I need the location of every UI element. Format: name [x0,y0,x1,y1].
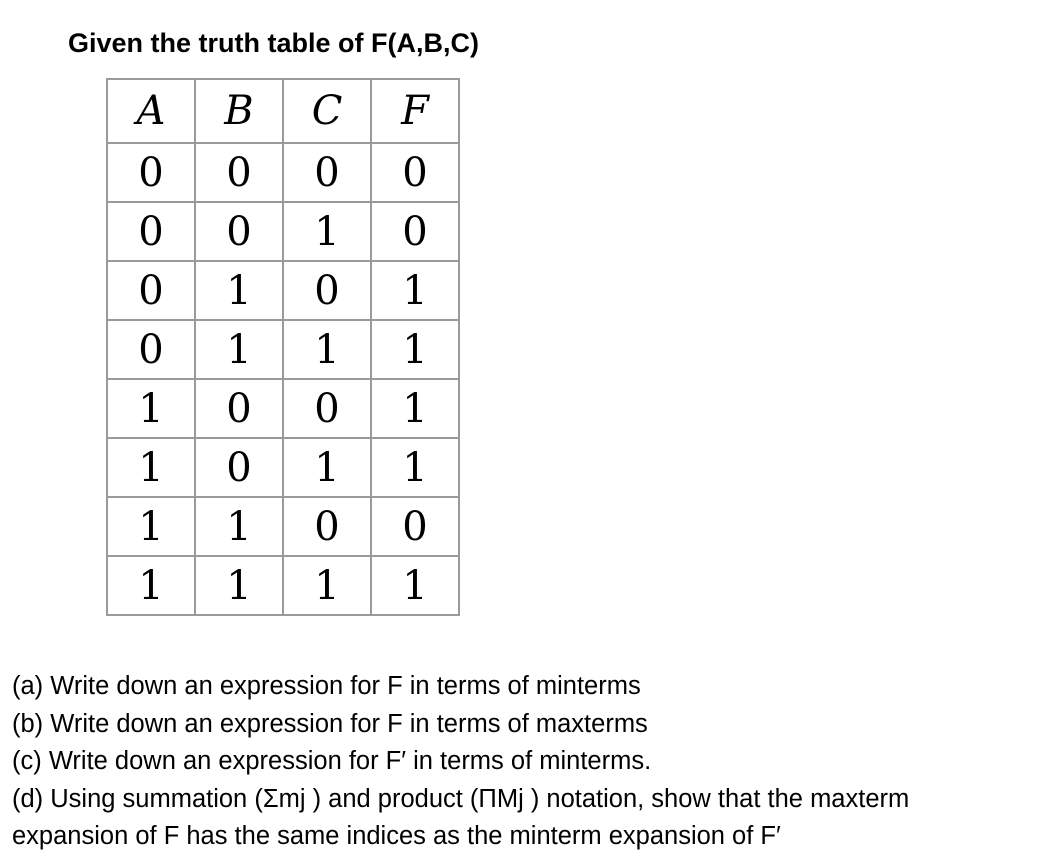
truth-table [106,78,460,616]
table-cell: 1 [195,556,283,615]
table-cell: 0 [371,143,459,202]
table-cell: 0 [283,497,371,556]
table-cell: 1 [371,556,459,615]
table-cell: 0 [195,438,283,497]
table-header-row [107,79,459,143]
table-cell: 1 [195,261,283,320]
header-cell-b: B [195,79,283,143]
table-row [107,261,459,320]
table-cell: 0 [283,379,371,438]
table-cell: 1 [371,438,459,497]
table-cell: 0 [371,202,459,261]
question-a: (a) Write down an expression for F in terms of minterms [12,672,641,700]
table-cell: 0 [283,143,371,202]
table-cell: 0 [195,379,283,438]
table-row [107,497,459,556]
question-d: (d) Using summation (Σmj ) and product (ΠMj ) notation, show that the maxterm [12,784,910,813]
table-cell: 1 [371,261,459,320]
table-cell: 0 [371,497,459,556]
table-cell: 0 [107,143,195,202]
table-row [107,438,459,497]
table-cell: 1 [283,438,371,497]
header-cell-f: F [371,79,459,143]
table-row [107,320,459,379]
table-cell: 1 [195,497,283,556]
table-cell: 0 [107,261,195,320]
table-cell: 0 [195,143,283,202]
table-cell: 1 [195,320,283,379]
table-row [107,379,459,438]
table-row [107,202,459,261]
table-cell: 1 [371,379,459,438]
page-title: Given the truth table of F(A,B,C) [68,28,479,58]
table-cell: 1 [107,438,195,497]
table-cell: 1 [107,497,195,556]
table-row [107,556,459,615]
question-c: (c) Write down an expression for F′ in terms of minterms. [12,747,652,775]
table-cell: 0 [195,202,283,261]
header-cell-c: C [283,79,371,143]
question-d-continued: expansion of F has the same indices as the minterm expansion of F′ [12,822,781,850]
table-cell: 1 [283,556,371,615]
table-cell: 0 [283,261,371,320]
table-cell: 1 [107,379,195,438]
question-b: (b) Write down an expression for F in terms of maxterms [12,709,648,738]
table-cell: 0 [107,202,195,261]
table-cell: 0 [107,320,195,379]
table-row [107,143,459,202]
table-cell: 1 [107,556,195,615]
question-list [12,668,909,856]
header-cell-a: A [107,79,195,143]
table-cell: 1 [371,320,459,379]
table-cell: 1 [283,320,371,379]
table-cell: 1 [283,202,371,261]
